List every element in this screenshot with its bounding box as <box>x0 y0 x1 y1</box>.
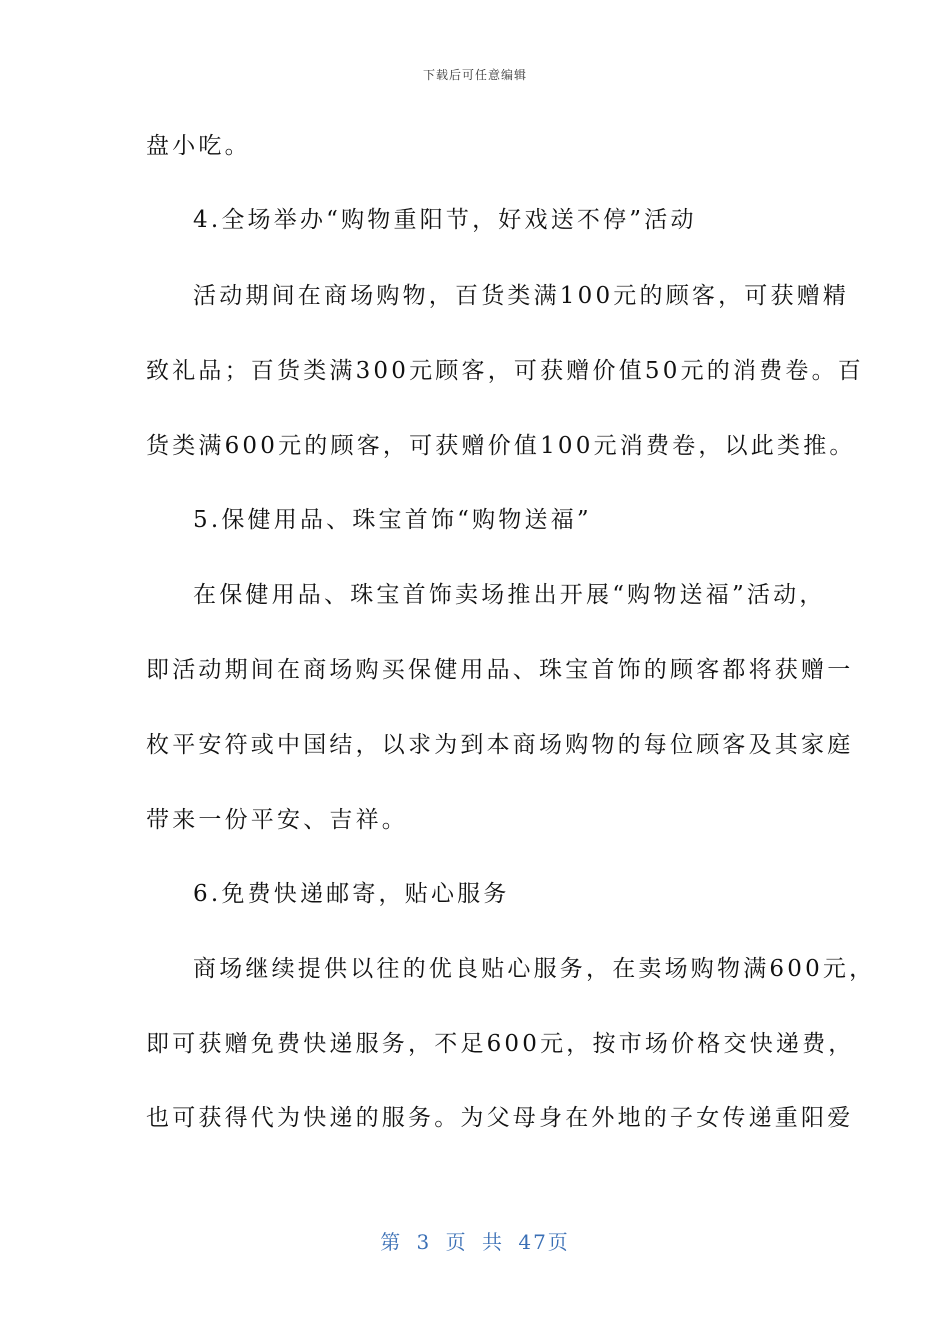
paragraph-line: 带来一份平安、吉祥。 <box>146 807 408 833</box>
section-heading-4: 4.全场举办“购物重阳节，好戏送不停”活动 <box>193 207 697 233</box>
paragraph-line: 即活动期间在商场购买保健用品、珠宝首饰的顾客都将获赠一 <box>146 657 854 683</box>
paragraph-line: 也可获得代为快递的服务。为父母身在外地的子女传递重阳爱 <box>146 1105 854 1131</box>
paragraph-line: 即可获赠免费快递服务，不足600元，按市场价格交快递费， <box>146 1031 855 1057</box>
section-heading-5: 5.保健用品、珠宝首饰“购物送福” <box>193 507 592 533</box>
paragraph-line: 活动期间在商场购物，百货类满100元的顾客，可获赠精 <box>193 283 850 309</box>
section-heading-6: 6.免费快递邮寄，贴心服务 <box>193 881 510 907</box>
paragraph-line: 商场继续提供以往的优良贴心服务，在卖场购物满600元， <box>193 956 876 982</box>
paragraph-line: 货类满600元的顾客，可获赠价值100元消费卷，以此类推。 <box>146 433 856 459</box>
paragraph-line: 在保健用品、珠宝首饰卖场推出开展“购物送福”活动， <box>193 582 826 608</box>
page-number-footer: 第 3 页 共 47页 <box>380 1230 570 1254</box>
paragraph-line: 盘小吃。 <box>146 133 251 159</box>
paragraph-line: 致礼品；百货类满300元顾客，可获赠价值50元的消费卷。百 <box>146 358 864 384</box>
header-note: 下载后可任意编辑 <box>422 68 527 82</box>
paragraph-line: 枚平安符或中国结，以求为到本商场购物的每位顾客及其家庭 <box>146 732 854 758</box>
